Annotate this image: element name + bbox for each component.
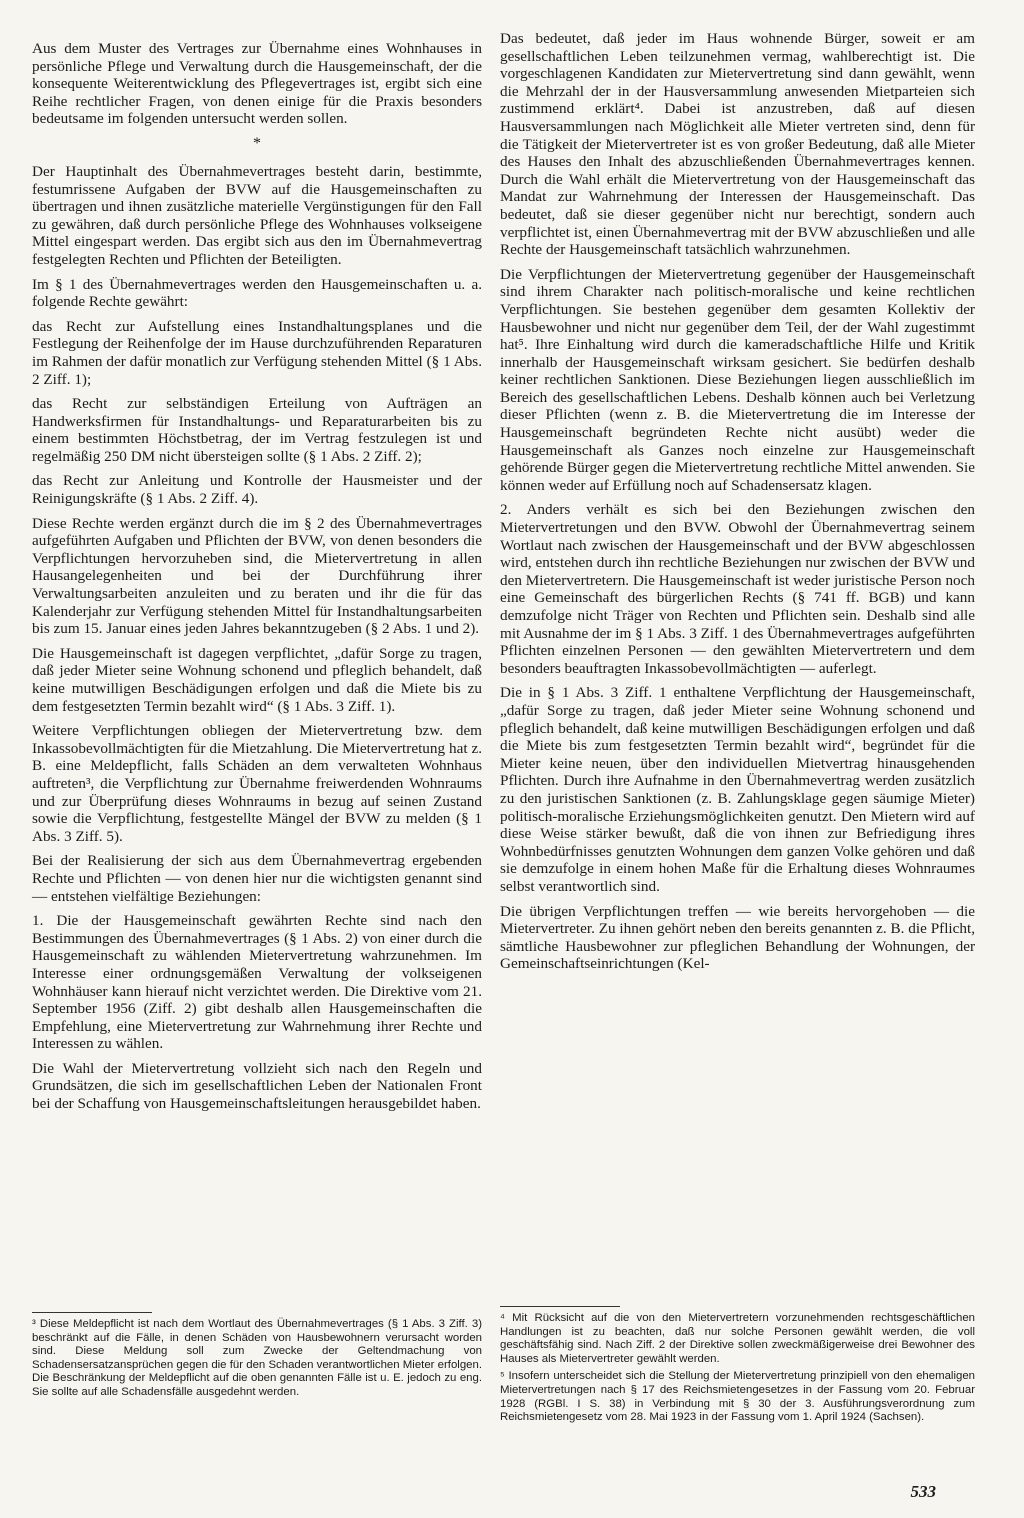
intro-paragraph: Aus dem Muster des Vertrages zur Übernahme eines Wohnhauses in persönliche Pflege und Verwaltung durch die Hausgemeinschaft, der die konsequente Weiterentwicklung des Pflegevertrages ist, ergibt sich eine Reihe rechtlicher Fragen, von denen einige für die Praxis besonders bedeutsame im folgenden untersucht werden sollen. xyxy=(32,40,482,128)
body-paragraph: Weitere Verpflichtungen obliegen der Mietervertretung bzw. dem Inkassobevollmächtigten für die Mietzahlung. Die Mietervertretung hat z. B. eine Meldepflicht, falls Schäden an dem verwalteten Wohnhaus auftreten³, die Verpflichtung zur Übernahme freiwerdenden Wohnraums und zur Überprüfung dieses Wohnraums in bezug auf seinen Zustand sowie die Verpflichtung, festgestellte Mängel der BVW zu melden (§ 1 Abs. 3 Ziff. 5). xyxy=(32,722,482,845)
section-separator: * xyxy=(253,134,261,152)
body-paragraph: Die Hausgemeinschaft ist dagegen verpflichtet, „dafür Sorge zu tragen, daß jeder Mieter seine Wohnung schonend und pfleglich behandelt, daß keine mutwilligen Beschädigungen erfolgen und daß die Miete bis zu dem festgesetzten Termin bezahlt wird“ (§ 1 Abs. 3 Ziff. 1). xyxy=(32,644,482,715)
body-paragraph: Der Hauptinhalt des Übernahmevertrages besteht darin, bestimmte, festumrissene Aufgaben der BVW auf die Hausgemeinschaften zu übertragen und ihnen zusätzliche materielle Vergünstigungen für den Fall zu gewähren, daß durch persönliche Pflege des Wohnhauses volkseigene Mittel eingespart werden. Das ergibt sich aus den im Übernahmevertrag festgelegten Rechten und Pflichten der Beteiligten. xyxy=(32,162,482,268)
body-paragraph: Bei der Realisierung der sich aus dem Übernahmevertrag ergebenden Rechte und Pflichten — von denen hier nur die wichtigsten genannt sind — entstehen vielfältige Beziehungen: xyxy=(32,852,482,905)
footnote-4: ⁴ Mit Rücksicht auf die von den Mietervertretern vorzunehmenden rechtsgeschäftlichen Handlungen ist zu beachten, daß nur solche Personen gewählt werden, die voll geschäftsfähig sind. Nach Ziff. 2 der Direktive sollen zweckmäßigerweise drei Bewohner des Hauses als Mietervertreter gewählt werden. xyxy=(500,1312,975,1365)
list-paragraph: das Recht zur Anleitung und Kontrolle der Hausmeister und der Reinigungskräfte (§ 1 Abs. 2 Ziff. 4). xyxy=(32,472,482,508)
list-paragraph: das Recht zur selbständigen Erteilung von Aufträgen an Handwerksfirmen für Instandhaltungs- und Reparaturarbeiten bis zu einem bestimmten Höchstbetrag, der im Vertrag festzulegen ist und regelmäßig 250 DM nicht übersteigen sollte (§ 1 Abs. 2 Ziff. 2); xyxy=(32,395,482,465)
body-paragraph: Im § 1 des Übernahmevertrages werden den Hausgemeinschaften u. a. folgende Rechte gewährt: xyxy=(32,275,482,311)
left-column-body xyxy=(32,40,482,1120)
footnote-5: ⁵ Insofern unterscheidet sich die Stellung der Mietervertretung prinzipiell von den ehemaligen Mietervertretungen nach § 17 des Reichsmietengesetzes in der Fassung vom 20. Februar 1928 (RGBl. I S. 38) in Verbindung mit § 30 der 3. Ausführungsverordnung zum Reichsmietengesetz vom 28. Mai 1923 in der Fassung vom 1. April 1924 (Sachsen). xyxy=(500,1370,975,1424)
body-paragraph: Die übrigen Verpflichtungen treffen — wie bereits hervorgehoben — die Mietervertreter. Zu ihnen gehört neben den bereits genannten z. B. die Pflicht, sämtliche Hausbewohner zur pfleglichen Behandlung der Wohnungen, der Gemeinschaftseinrichtungen (Kel- xyxy=(500,902,975,973)
footnote-3: ³ Diese Meldepflicht ist nach dem Wortlaut des Übernahmevertrages (§ 1 Abs. 3 Ziff. 3) beschränkt auf die Fälle, in denen Schäden von Hausbewohnern verursacht worden sind. Diese Meldung soll zum Zwecke der Geltendmachung von Schadensersatzansprüchen gegen die für den Schaden verantwortlichen Mieter erfolgen. Die Beschränkung der Meldepflicht auf die oben genannten Fälle ist u. E. jedoch zu eng. Sie sollte auf alle Schadensfälle ausgedehnt werden. xyxy=(32,1318,482,1398)
body-paragraph: 2. Anders verhält es sich bei den Beziehungen zwischen den Mietervertretungen und den BVW. Obwohl der Übernahmevertrag seinem Wortlaut nach zwischen der Hausgemeinschaft und der BVW abgeschlossen wird, entstehen durch ihn rechtliche Beziehungen nur zwischen der BVW und den Mietervertretern. Die Hausgemeinschaft ist weder juristische Person noch eine Gemeinschaft des bürgerlichen Rechts (§ 741 ff. BGB) und kann demzufolge nicht Träger von Rechten und Pflichten sein. Deshalb sind alle mit Ausnahme der im § 1 Abs. 3 Ziff. 1 des Übernahmevertrages aufgeführten Pflichten einzelnen Personen — den gewählten Mietervertretern und dem besonders beauftragten Inkassobevollmächtigten — auferlegt. xyxy=(500,501,975,677)
body-paragraph: Diese Rechte werden ergänzt durch die im § 2 des Übernahmevertrages aufgeführten Aufgaben und Pflichten der BVW, von denen besonders die Verpflichtungen hervorzuheben sind, die Mietervertretung in allen Hausangelegenheiten und bei der Durchführung ihrer Verwaltungsarbeiten anzuleiten und zu beraten und ihr die für das Kalenderjahr zur Verfügung stehenden Mittel für Instandhaltungsarbeiten bis zum 15. Januar eines jeden Jahres bekanntzugeben (§ 2 Abs. 1 und 2). xyxy=(32,514,482,638)
list-paragraph: das Recht zur Aufstellung eines Instandhaltungsplanes und die Festlegung der Reihenfolge der im Hause durchzuführenden Reparaturen im Rahmen der dafür monatlich zur Verfügung stehenden Mittel (§ 1 Abs. 2 Ziff. 1); xyxy=(32,317,482,388)
body-paragraph: Die Wahl der Mietervertretung vollzieht sich nach den Regeln und Grundsätzen, die sich im gesellschaftlichen Leben der Nationalen Front bei der Schaffung von Hausgemeinschaftsleitungen herausgebildet haben. xyxy=(32,1059,482,1113)
body-paragraph: Die in § 1 Abs. 3 Ziff. 1 enthaltene Verpflichtung der Hausgemeinschaft, „dafür Sorge zu tragen, daß jeder Mieter seine Wohnung schonend und pfleglich behandelt, daß keine mutwilligen Beschädigungen erfolgen und daß die Miete bis zum festgesetzten Termin bezahlt wird“, begründet für die Mieter keine neuen, über den individuellen Mietvertrag hinausgehenden Pflichten. Durch ihre Aufnahme in den Übernahmevertrag werden zusätzlich zu den juristischen Sanktionen (z. B. Zahlungsklage gegen säumige Mieter) politisch-moralische Erziehungsmöglichkeiten genutzt. Den Mietern wird auf diese Weise stärker bewußt, daß die von ihnen zur Befriedigung ihres Wohnbedürfnisses genutzten Wohnungen dem ganzen Volke gehören und daß sie demzufolge in einem hohen Maße für die Erhaltung dieses Wohnraumes selbst verantwortlich sind. xyxy=(500,684,975,895)
left-footnotes xyxy=(32,1318,482,1404)
body-paragraph: Die Verpflichtungen der Mietervertretung gegenüber der Hausgemeinschaft sind ihrem Charakter nach politisch-moralische und keine rechtlichen Verpflichtungen. Sie bestehen gegenüber dem gesamten Kollektiv der Hausbewohner und nicht nur gegenüber dem Teil, der der Wahl zugestimmt hat⁵. Ihre Einhaltung wird durch die kameradschaftliche Hilfe und Kritik innerhalb der Hausgemeinschaft wirksam gesichert. Sie bedürfen deshalb keiner rechtlichen Sanktionen. Diese Beziehungen liegen ausschließlich im Bereich des gesellschaftlichen Lebens. Deshalb können auch bei Verletzung dieser Pflichten (wenn z. B. die Mietervertretung die im Interesse der Hausgemeinschaft begründeten Rechte nicht ausübt) weder die Hausgemeinschaft als Ganzes noch einzelne zur Hausgemeinschaft gehörende Bürger gegen die Mietervertretung rechtliche Mittel anwenden. Sie können weder auf Erfüllung noch auf Schadensersatz klagen. xyxy=(500,265,975,494)
body-paragraph: 1. Die der Hausgemeinschaft gewährten Rechte sind nach den Bestimmungen des Übernahmevertrages (§ 1 Abs. 2) von einer durch die Hausgemeinschaft zu wählenden Mietervertretung wahrzunehmen. Im Interesse einer ordnungsgemäßen Verwaltung der volkseigenen Wohnhäuser kann hierauf nicht verzichtet werden. Die Direktive vom 21. September 1956 (Ziff. 2) gibt deshalb allen Hausgemeinschaften die Empfehlung, eine Mietervertretung zur Wahrnehmung ihrer Rechte und Interessen zu wählen. xyxy=(32,912,482,1053)
left-column xyxy=(32,40,482,1440)
page-number: 533 xyxy=(910,1482,936,1501)
footnote-rule-left xyxy=(32,1312,152,1313)
footnote-rule-right xyxy=(500,1306,620,1307)
right-footnotes xyxy=(500,1312,975,1429)
body-paragraph: Das bedeutet, daß jeder im Haus wohnende Bürger, soweit er am gesellschaftlichen Leben teilzunehmen vermag, wahlberechtigt ist. Die vorgeschlagenen Kandidaten zur Mietervertretung sind dann gewählt, wenn die Mehrzahl der in der Hausversammlung anwesenden Mietparteien sich zustimmend erklärt⁴. Dabei ist anzustreben, daß auf diesen Hausversammlungen nach Möglichkeit alle Mieter vertreten sind, denn für die Tätigkeit der Mietervertreter ist es von großer Bedeutung, daß alle Mieter des Hauses den Inhalt des abzuschließenden Übernahmevertrages kennen. Durch die Wahl erhält die Mietervertretung von der Hausgemeinschaft das Mandat zur Wahrnehmung der Interessen der Hausgemeinschaft. Das bedeutet, daß sie dieser gegenüber nicht nur berechtigt, sondern auch verpflichtet ist, einen Übernahmevertrag mit der BVW abzuschließen und alle Rechte der Hausgemeinschaft tatsächlich wahrzunehmen. xyxy=(500,30,975,259)
right-column-body xyxy=(500,30,975,980)
